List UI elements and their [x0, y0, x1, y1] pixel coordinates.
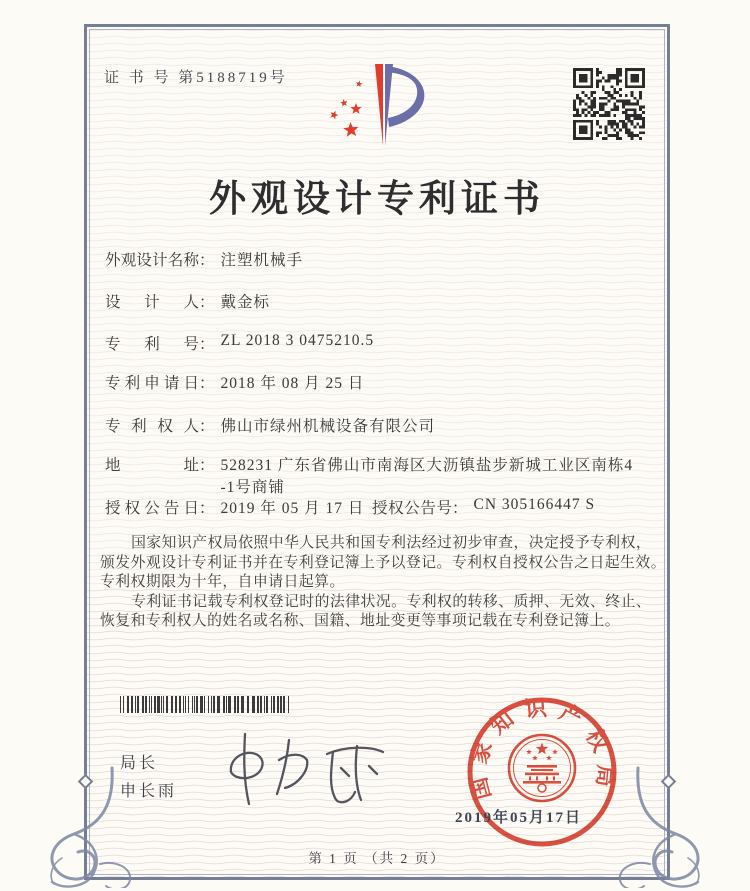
field-colon: ：	[452, 500, 468, 517]
field-design-name	[105, 248, 671, 270]
address-line-2: -1号商铺	[220, 479, 285, 496]
certificate-title: 外观设计专利证书	[209, 179, 545, 220]
field-colon: ：	[199, 252, 215, 269]
certificate-body-text	[100, 534, 666, 632]
seal-org-text: 国家知识产权局	[465, 695, 619, 803]
field-label: 专利权人	[105, 418, 199, 435]
field-colon: ：	[199, 294, 215, 311]
field-colon: ：	[199, 375, 215, 392]
field-grant-number	[372, 496, 595, 518]
field-filing-date	[105, 371, 671, 393]
national-emblem	[509, 735, 575, 801]
field-label: 专利号	[105, 336, 199, 353]
seal-date: 2019年05月17日	[455, 810, 583, 826]
field-colon: ：	[199, 336, 215, 353]
barcode	[120, 696, 292, 713]
field-colon: ：	[199, 457, 215, 474]
field-value: ZL 2018 3 0475210.5	[220, 332, 375, 349]
field-value: CN 305166447 S	[473, 496, 596, 513]
field-value: 2018 年 08 月 25 日	[220, 375, 365, 392]
field-value: 戴金标	[220, 294, 271, 311]
field-label: 外观设计名称	[105, 252, 199, 269]
director-signature	[215, 726, 415, 812]
field-colon: ：	[199, 418, 215, 435]
field-designer	[105, 290, 671, 312]
signatory-block	[120, 750, 177, 806]
body-paragraph-1: 国家知识产权局依照中华人民共和国专利法经过初步审查，决定授予专利权，颁发外观设计专利证书并在专利登记簿上予以登记。专利权自授权公告之日起生效。专利权期限为十年，自申请日起算。	[100, 535, 666, 591]
field-value	[221, 453, 634, 497]
field-grant-row	[105, 496, 671, 518]
certificate-number: 证 书 号 第5188719号	[104, 70, 288, 86]
signatory-name: 申长雨	[120, 783, 178, 800]
field-patent-number	[105, 332, 671, 354]
cnipa-patent-logo	[323, 58, 445, 154]
address-line-1: 528231 广东省佛山市南海区大沥镇盐步新城工业区南栋4	[220, 457, 634, 474]
field-label: 授权公告日	[105, 500, 199, 517]
field-label: 地址	[105, 457, 199, 474]
body-paragraph-2: 专利证书记载专利权登记时的法律状况。专利权的转移、质押、无效、终止、恢复和专利权人的姓名或名称、国籍、地址变更等事项记载在专利登记簿上。	[100, 593, 652, 630]
field-address	[105, 453, 671, 497]
cnipa-round-seal	[430, 660, 654, 884]
field-label: 设计人	[105, 294, 199, 311]
field-colon: ：	[199, 500, 215, 517]
field-patentee	[105, 414, 671, 436]
field-value: 注塑机械手	[220, 252, 304, 269]
signatory-title: 局长	[120, 755, 159, 772]
page-number: 第 1 页 （共 2 页）	[308, 851, 446, 866]
field-label: 专利申请日	[105, 375, 199, 392]
logo-stars	[330, 81, 362, 137]
qr-code	[573, 68, 645, 140]
field-value: 2019 年 05 月 17 日	[220, 500, 365, 517]
field-label: 授权公告号	[372, 500, 452, 517]
field-value: 佛山市绿州机械设备有限公司	[220, 418, 436, 435]
